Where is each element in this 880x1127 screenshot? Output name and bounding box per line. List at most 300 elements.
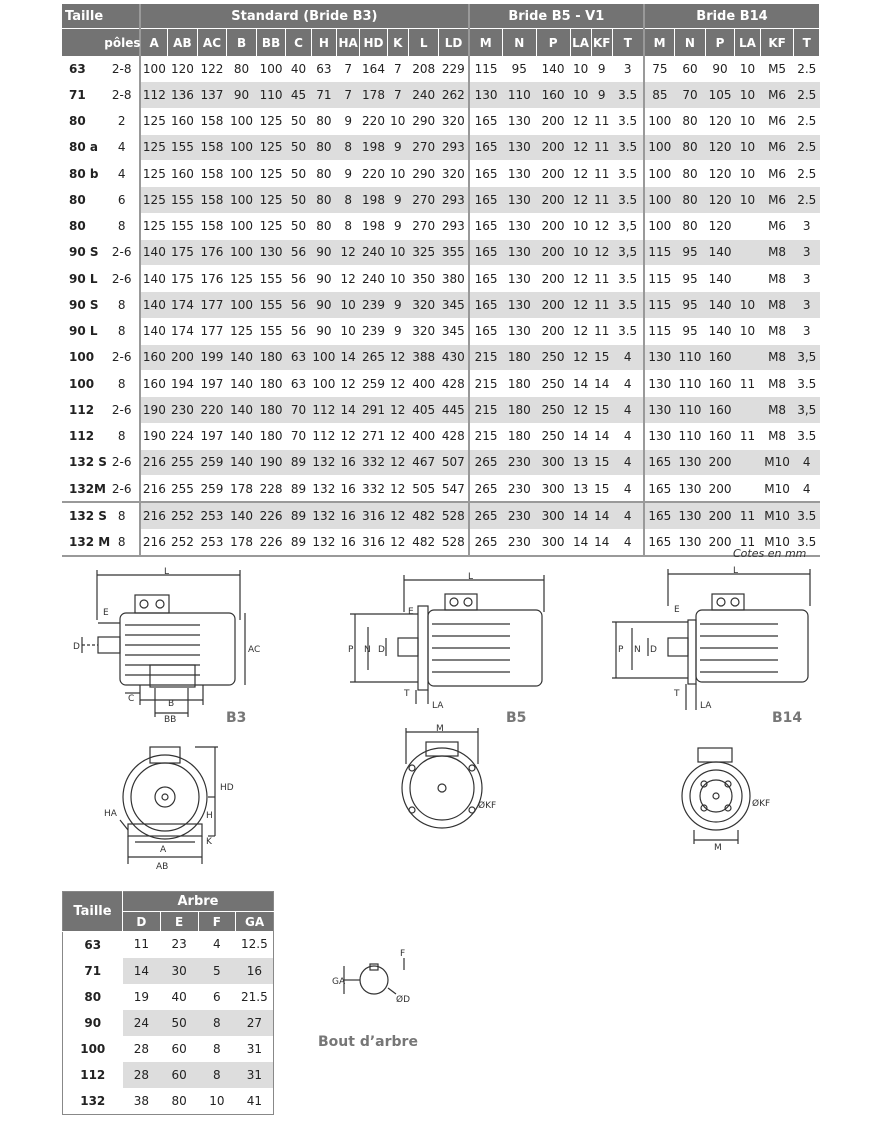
- value-cell: 89: [286, 529, 311, 556]
- value-cell: 100: [140, 56, 167, 82]
- value-cell: 125: [256, 187, 286, 213]
- table-row: [62, 502, 820, 529]
- value-cell: 200: [705, 449, 735, 475]
- value-cell: 100: [227, 213, 257, 239]
- value-cell: 259: [360, 371, 387, 397]
- value-cell: 85: [644, 82, 675, 108]
- value-cell: 158: [197, 213, 227, 239]
- value-cell: 56: [286, 239, 311, 265]
- value-cell: 252: [168, 502, 198, 529]
- value-cell: M8: [760, 239, 794, 265]
- value-cell: 388: [408, 344, 439, 370]
- value-cell: 89: [286, 502, 311, 529]
- value-cell: 200: [536, 187, 570, 213]
- value-cell: 90: [705, 56, 735, 82]
- arbre-value-cell: 60: [160, 1062, 198, 1088]
- value-cell: 3,5: [794, 344, 820, 370]
- value-cell: 125: [227, 318, 257, 344]
- value-cell: 120: [705, 161, 735, 187]
- arbre-value-cell: 6: [213, 989, 221, 1004]
- value-cell: 255: [168, 476, 198, 503]
- value-cell: 12: [570, 292, 591, 318]
- value-cell: 10: [570, 82, 591, 108]
- b5-side-diagram: [340, 572, 550, 712]
- value-cell: 140: [227, 371, 257, 397]
- value-cell: 3.5: [612, 134, 644, 160]
- table-row: [62, 266, 820, 292]
- value-cell: 400: [408, 423, 439, 449]
- value-cell: 293: [439, 187, 469, 213]
- value-cell: 155: [256, 318, 286, 344]
- value-cell: 14: [337, 397, 360, 423]
- col-header: P: [705, 29, 735, 57]
- value-cell: 9: [387, 292, 408, 318]
- col-header: KF: [760, 29, 794, 57]
- value-cell: 194: [168, 371, 198, 397]
- value-cell: 290: [408, 108, 439, 134]
- value-cell: 220: [360, 161, 387, 187]
- value-cell: 100: [256, 56, 286, 82]
- value-cell: M10: [760, 529, 794, 556]
- value-cell: 100: [644, 161, 675, 187]
- size-cell: 90 S: [62, 292, 104, 318]
- value-cell: 50: [286, 213, 311, 239]
- value-cell: 165: [469, 213, 503, 239]
- value-cell: 180: [256, 371, 286, 397]
- value-cell: 4: [612, 397, 644, 423]
- value-cell: 10: [570, 213, 591, 239]
- value-cell: 10: [735, 161, 760, 187]
- value-cell: 105: [705, 82, 735, 108]
- b14-side-diagram: [608, 566, 818, 716]
- value-cell: 250: [536, 423, 570, 449]
- value-cell: 8: [337, 213, 360, 239]
- col-header: P: [536, 29, 570, 57]
- value-cell: 10: [735, 108, 760, 134]
- col-taille-header: Taille: [62, 4, 140, 29]
- value-cell: 10: [570, 239, 591, 265]
- value-cell: 100: [227, 292, 257, 318]
- value-cell: 345: [439, 292, 469, 318]
- value-cell: [735, 397, 760, 423]
- value-cell: 3.5: [612, 187, 644, 213]
- arbre-value-cell: 41: [246, 1093, 263, 1108]
- b3-label: B3: [226, 710, 247, 726]
- value-cell: 110: [675, 371, 706, 397]
- value-cell: 8: [104, 371, 140, 397]
- value-cell: 255: [168, 449, 198, 475]
- value-cell: 3.5: [794, 529, 820, 556]
- value-cell: 250: [536, 344, 570, 370]
- value-cell: 428: [439, 423, 469, 449]
- value-cell: 226: [256, 529, 286, 556]
- group-b5-header: Bride B5 - V1: [469, 4, 644, 29]
- value-cell: 112: [140, 82, 167, 108]
- value-cell: 2.5: [794, 56, 820, 82]
- value-cell: 175: [168, 239, 198, 265]
- col-header: K: [387, 29, 408, 57]
- value-cell: 2.5: [794, 161, 820, 187]
- value-cell: 110: [675, 344, 706, 370]
- value-cell: 15: [591, 476, 612, 503]
- value-cell: 130: [256, 239, 286, 265]
- value-cell: 180: [502, 423, 536, 449]
- col-header: LD: [439, 29, 469, 57]
- arbre-taille-header: Taille: [63, 892, 123, 932]
- value-cell: 160: [168, 161, 198, 187]
- value-cell: 230: [502, 449, 536, 475]
- arbre-col-header: GA: [236, 912, 274, 932]
- value-cell: 507: [439, 449, 469, 475]
- value-cell: 9: [591, 56, 612, 82]
- dim-OD: ØD: [396, 995, 411, 1005]
- value-cell: 4: [612, 502, 644, 529]
- value-cell: 45: [286, 82, 311, 108]
- value-cell: 165: [469, 161, 503, 187]
- value-cell: 140: [140, 318, 167, 344]
- value-cell: 11: [591, 161, 612, 187]
- value-cell: [735, 449, 760, 475]
- dim-KF-b14: ØKF: [752, 799, 771, 809]
- value-cell: 130: [675, 449, 706, 475]
- col-header: LA: [570, 29, 591, 57]
- value-cell: 165: [644, 529, 675, 556]
- value-cell: 445: [439, 397, 469, 423]
- value-cell: 115: [644, 318, 675, 344]
- value-cell: 265: [469, 502, 503, 529]
- value-cell: 430: [439, 344, 469, 370]
- size-cell: 63: [62, 56, 104, 82]
- table-row: [62, 371, 820, 397]
- value-cell: 216: [140, 502, 167, 529]
- value-cell: 110: [675, 423, 706, 449]
- dim-AC: AC: [248, 645, 261, 655]
- value-cell: 80: [311, 134, 336, 160]
- value-cell: 8: [337, 187, 360, 213]
- value-cell: 528: [439, 502, 469, 529]
- value-cell: 140: [227, 423, 257, 449]
- value-cell: 200: [536, 108, 570, 134]
- value-cell: 165: [644, 502, 675, 529]
- value-cell: 2-8: [104, 82, 140, 108]
- value-cell: 190: [140, 397, 167, 423]
- value-cell: 215: [469, 423, 503, 449]
- value-cell: 9: [591, 82, 612, 108]
- value-cell: 240: [360, 266, 387, 292]
- value-cell: 11: [735, 423, 760, 449]
- value-cell: 230: [168, 397, 198, 423]
- value-cell: 160: [168, 108, 198, 134]
- value-cell: 229: [439, 56, 469, 82]
- value-cell: 10: [735, 56, 760, 82]
- value-cell: 112: [311, 423, 336, 449]
- value-cell: 12: [570, 344, 591, 370]
- value-cell: 115: [644, 266, 675, 292]
- size-cell: 90 S: [62, 239, 104, 265]
- value-cell: 100: [227, 108, 257, 134]
- value-cell: 140: [227, 344, 257, 370]
- value-cell: 482: [408, 502, 439, 529]
- value-cell: 11: [735, 502, 760, 529]
- value-cell: 12: [570, 318, 591, 344]
- value-cell: 528: [439, 529, 469, 556]
- value-cell: 70: [286, 423, 311, 449]
- value-cell: 14: [570, 423, 591, 449]
- arbre-value-cell: 11: [133, 937, 150, 952]
- value-cell: 165: [469, 187, 503, 213]
- arbre-row: [63, 958, 274, 984]
- arbre-value-cell: 10: [209, 1093, 225, 1108]
- arbre-size-cell: 90: [63, 1010, 123, 1036]
- value-cell: 215: [469, 397, 503, 423]
- group-b14-header: Bride B14: [644, 4, 819, 29]
- value-cell: 10: [387, 266, 408, 292]
- value-cell: 3.5: [612, 266, 644, 292]
- arbre-row: [63, 1010, 274, 1036]
- value-cell: 11: [591, 108, 612, 134]
- value-cell: 125: [140, 134, 167, 160]
- value-cell: 325: [408, 239, 439, 265]
- col-header: N: [502, 29, 536, 57]
- value-cell: 200: [536, 239, 570, 265]
- value-cell: 3.5: [794, 423, 820, 449]
- arbre-row: [63, 1036, 274, 1062]
- value-cell: 60: [675, 56, 706, 82]
- value-cell: 90: [311, 266, 336, 292]
- dim-L-b5: L: [468, 572, 474, 582]
- value-cell: 174: [168, 292, 198, 318]
- value-cell: 380: [439, 266, 469, 292]
- value-cell: 12: [337, 266, 360, 292]
- value-cell: 265: [469, 449, 503, 475]
- value-cell: 16: [337, 529, 360, 556]
- value-cell: 216: [140, 529, 167, 556]
- value-cell: 100: [644, 213, 675, 239]
- value-cell: 6: [104, 187, 140, 213]
- arbre-value-cell: 30: [160, 958, 198, 984]
- value-cell: 12: [387, 502, 408, 529]
- arbre-value-cell: 31: [236, 1062, 274, 1088]
- value-cell: 110: [675, 397, 706, 423]
- value-cell: 158: [197, 108, 227, 134]
- value-cell: 90: [311, 239, 336, 265]
- value-cell: 120: [705, 213, 735, 239]
- value-cell: 12: [387, 529, 408, 556]
- value-cell: 4: [612, 529, 644, 556]
- value-cell: 208: [408, 56, 439, 82]
- value-cell: 70: [286, 397, 311, 423]
- value-cell: 9: [337, 108, 360, 134]
- value-cell: 89: [286, 476, 311, 503]
- value-cell: 140: [705, 266, 735, 292]
- b5-label: B5: [506, 710, 527, 726]
- value-cell: 2-6: [104, 266, 140, 292]
- col-header: KF: [591, 29, 612, 57]
- value-cell: 130: [502, 239, 536, 265]
- value-cell: 176: [197, 239, 227, 265]
- value-cell: 216: [140, 476, 167, 503]
- value-cell: 12: [337, 423, 360, 449]
- value-cell: 200: [536, 266, 570, 292]
- value-cell: 250: [536, 371, 570, 397]
- value-cell: 80: [675, 213, 706, 239]
- value-cell: 160: [536, 82, 570, 108]
- value-cell: 9: [337, 161, 360, 187]
- table-row: [62, 397, 820, 423]
- value-cell: 265: [469, 476, 503, 503]
- table-row: [62, 56, 820, 82]
- value-cell: 95: [675, 318, 706, 344]
- value-cell: 80: [675, 108, 706, 134]
- value-cell: 11: [591, 187, 612, 213]
- value-cell: 505: [408, 476, 439, 503]
- arbre-value-cell: 80: [171, 1093, 187, 1108]
- value-cell: 125: [140, 213, 167, 239]
- value-cell: 56: [286, 292, 311, 318]
- value-cell: 230: [502, 529, 536, 556]
- col-header: A: [140, 29, 167, 57]
- value-cell: 4: [794, 476, 820, 503]
- value-cell: 3.5: [612, 108, 644, 134]
- value-cell: 12: [387, 476, 408, 503]
- col-header: M: [644, 29, 675, 57]
- arbre-value-cell: 8: [198, 1062, 236, 1088]
- value-cell: M8: [760, 266, 794, 292]
- value-cell: 332: [360, 476, 387, 503]
- value-cell: 140: [140, 266, 167, 292]
- group-standard-header: Standard (Bride B3): [140, 4, 468, 29]
- value-cell: 63: [311, 56, 336, 82]
- value-cell: 125: [256, 213, 286, 239]
- arbre-row: [63, 1062, 274, 1088]
- table-row: [62, 423, 820, 449]
- value-cell: 3: [794, 318, 820, 344]
- value-cell: 90: [311, 292, 336, 318]
- arbre-value-cell: 19: [133, 989, 150, 1004]
- value-cell: 3: [612, 56, 644, 82]
- value-cell: 14: [570, 502, 591, 529]
- value-cell: 190: [256, 449, 286, 475]
- value-cell: 15: [591, 397, 612, 423]
- table-row: [62, 318, 820, 344]
- value-cell: 12: [337, 371, 360, 397]
- value-cell: 160: [140, 344, 167, 370]
- value-cell: 4: [794, 449, 820, 475]
- dim-AB: AB: [156, 862, 169, 872]
- value-cell: 252: [168, 529, 198, 556]
- value-cell: 14: [570, 529, 591, 556]
- size-cell: 90 L: [62, 266, 104, 292]
- value-cell: 160: [705, 423, 735, 449]
- value-cell: 132: [311, 502, 336, 529]
- value-cell: 130: [502, 318, 536, 344]
- value-cell: 80: [311, 213, 336, 239]
- value-cell: 130: [469, 82, 503, 108]
- value-cell: 158: [197, 134, 227, 160]
- dim-P: P: [348, 645, 354, 655]
- size-cell: 132 M: [62, 529, 104, 556]
- arbre-value-cell: 24: [123, 1010, 161, 1036]
- value-cell: 10: [387, 239, 408, 265]
- dim-A: A: [160, 845, 167, 855]
- dim-K: K: [206, 837, 212, 847]
- table-row: [62, 187, 820, 213]
- value-cell: 4: [612, 344, 644, 370]
- value-cell: M10: [760, 502, 794, 529]
- dim-F: F: [400, 949, 406, 959]
- dim-E: E: [103, 608, 109, 618]
- arbre-value-cell: 14: [123, 958, 161, 984]
- value-cell: 200: [705, 502, 735, 529]
- value-cell: 467: [408, 449, 439, 475]
- value-cell: 12: [387, 397, 408, 423]
- value-cell: 100: [227, 187, 257, 213]
- value-cell: 11: [591, 266, 612, 292]
- value-cell: 270: [408, 213, 439, 239]
- value-cell: 482: [408, 529, 439, 556]
- value-cell: 50: [286, 161, 311, 187]
- value-cell: M6: [760, 161, 794, 187]
- value-cell: 130: [502, 292, 536, 318]
- value-cell: 140: [227, 502, 257, 529]
- value-cell: 3,5: [612, 239, 644, 265]
- value-cell: 4: [612, 449, 644, 475]
- value-cell: 178: [227, 476, 257, 503]
- value-cell: 180: [502, 397, 536, 423]
- value-cell: 130: [644, 397, 675, 423]
- b5-front-diagram: [388, 724, 508, 834]
- col-header: M: [469, 29, 503, 57]
- dim-D-b5: D: [378, 645, 385, 655]
- value-cell: 200: [168, 344, 198, 370]
- value-cell: 140: [227, 449, 257, 475]
- value-cell: 165: [469, 239, 503, 265]
- value-cell: 180: [256, 397, 286, 423]
- value-cell: 3.5: [612, 318, 644, 344]
- value-cell: 130: [644, 423, 675, 449]
- value-cell: 12: [387, 449, 408, 475]
- value-cell: 140: [705, 239, 735, 265]
- table-row: [62, 161, 820, 187]
- value-cell: [735, 266, 760, 292]
- col-header: pôles: [104, 29, 140, 57]
- value-cell: 2.5: [794, 187, 820, 213]
- arbre-value-cell: 21.5: [241, 989, 268, 1004]
- size-cell: 90 L: [62, 318, 104, 344]
- value-cell: 224: [168, 423, 198, 449]
- value-cell: 50: [286, 108, 311, 134]
- b14-front-diagram: [676, 744, 796, 854]
- value-cell: 80: [311, 108, 336, 134]
- value-cell: 240: [408, 82, 439, 108]
- value-cell: 125: [140, 108, 167, 134]
- value-cell: [735, 476, 760, 503]
- value-cell: 300: [536, 502, 570, 529]
- dim-L: L: [164, 567, 170, 577]
- value-cell: 200: [705, 529, 735, 556]
- value-cell: 130: [502, 266, 536, 292]
- dim-D-b14: D: [650, 645, 657, 655]
- b3-front-diagram: [100, 742, 250, 872]
- value-cell: 11: [735, 371, 760, 397]
- size-cell: 132 S: [62, 449, 104, 475]
- value-cell: 155: [168, 187, 198, 213]
- value-cell: 70: [675, 82, 706, 108]
- value-cell: 2-6: [104, 449, 140, 475]
- value-cell: 89: [286, 449, 311, 475]
- value-cell: M6: [760, 82, 794, 108]
- value-cell: 176: [197, 266, 227, 292]
